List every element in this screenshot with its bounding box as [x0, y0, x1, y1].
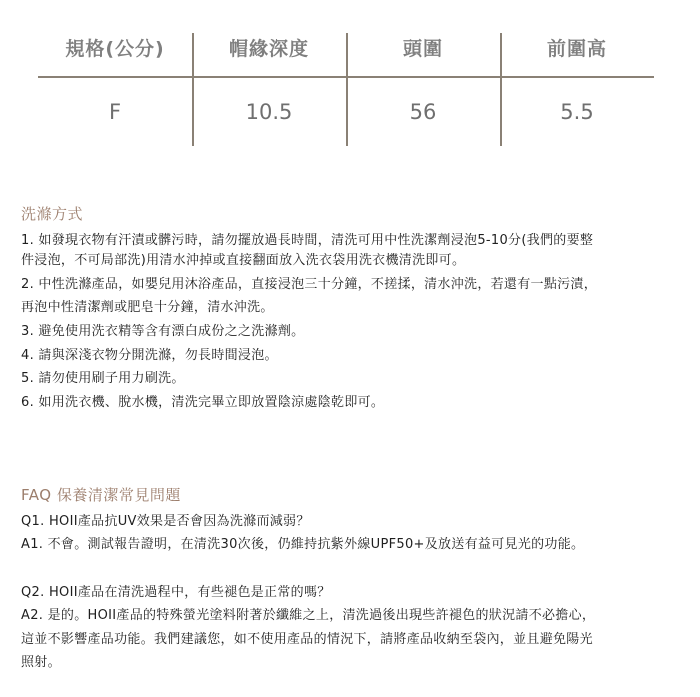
faq-answer-2: A2. 是的。HOII產品的特殊螢光塗料附著於纖維之上，清洗過後出現些許褪色的狀況請不必擔心，: [21, 608, 596, 623]
washing-line: 再泡中性清潔劑或肥皂十分鐘，清水沖洗。: [21, 300, 274, 315]
column-divider: [346, 33, 348, 146]
washing-line: 6. 如用洗衣機、脫水機，清洗完畢立即放置陰涼處陰乾即可。: [21, 395, 385, 410]
faq-answer-1: A1. 不會。測試報告證明，在清洗30次後，仍維持抗紫外線UPF50+及放送有益可見光的功能。: [21, 537, 585, 552]
value-head-circumference: 56: [409, 100, 437, 124]
faq-answer-2: 照射。: [21, 655, 61, 670]
header-front-height: 前圍高: [546, 38, 607, 60]
faq-title: FAQ 保養清潔常見問題: [21, 486, 181, 504]
washing-line: 件浸泡，不可局部洗)用清水沖掉或直接翻面放入洗衣袋用洗衣機清洗即可。: [21, 253, 466, 268]
value-brim-depth: 10.5: [245, 100, 293, 124]
washing-line: 2. 中性洗滌產品，如嬰兒用沐浴產品，直接浸泡三十分鐘，不搓揉，清水沖洗，若還有一點污漬，: [21, 277, 598, 292]
washing-title: 洗滌方式: [21, 205, 84, 223]
value-front-height: 5.5: [560, 100, 594, 124]
value-size: F: [108, 100, 122, 124]
washing-line: 5. 請勿使用刷子用力刷洗。: [21, 371, 185, 386]
faq-answer-2: 這並不影響產品功能。我們建議您，如不使用產品的情況下，請將產品收納至袋內，並且避免陽光: [21, 632, 593, 647]
washing-line: 3. 避免使用洗衣精等含有漂白成份之之洗滌劑。: [21, 324, 305, 339]
faq-question-1: Q1. HOII產品抗UV效果是否會因為洗滌而減弱？: [21, 514, 310, 529]
faq-question-2: Q2. HOII產品在清洗過程中，有些褪色是正常的嗎？: [21, 585, 331, 600]
washing-line: 4. 請與深淺衣物分開洗滌，勿長時間浸泡。: [21, 348, 278, 363]
header-size: 規格(公分): [65, 38, 165, 60]
header-brim-depth: 帽緣深度: [228, 38, 309, 60]
column-divider: [500, 33, 502, 146]
header-head-circumference: 頭圍: [402, 38, 443, 60]
washing-line: 1. 如發現衣物有汗漬或髒污時，請勿擺放過長時間，清洗可用中性洗潔劑浸泡5-10分(我們的要整: [21, 233, 594, 248]
column-divider: [192, 33, 194, 146]
size-table: [38, 0, 654, 146]
